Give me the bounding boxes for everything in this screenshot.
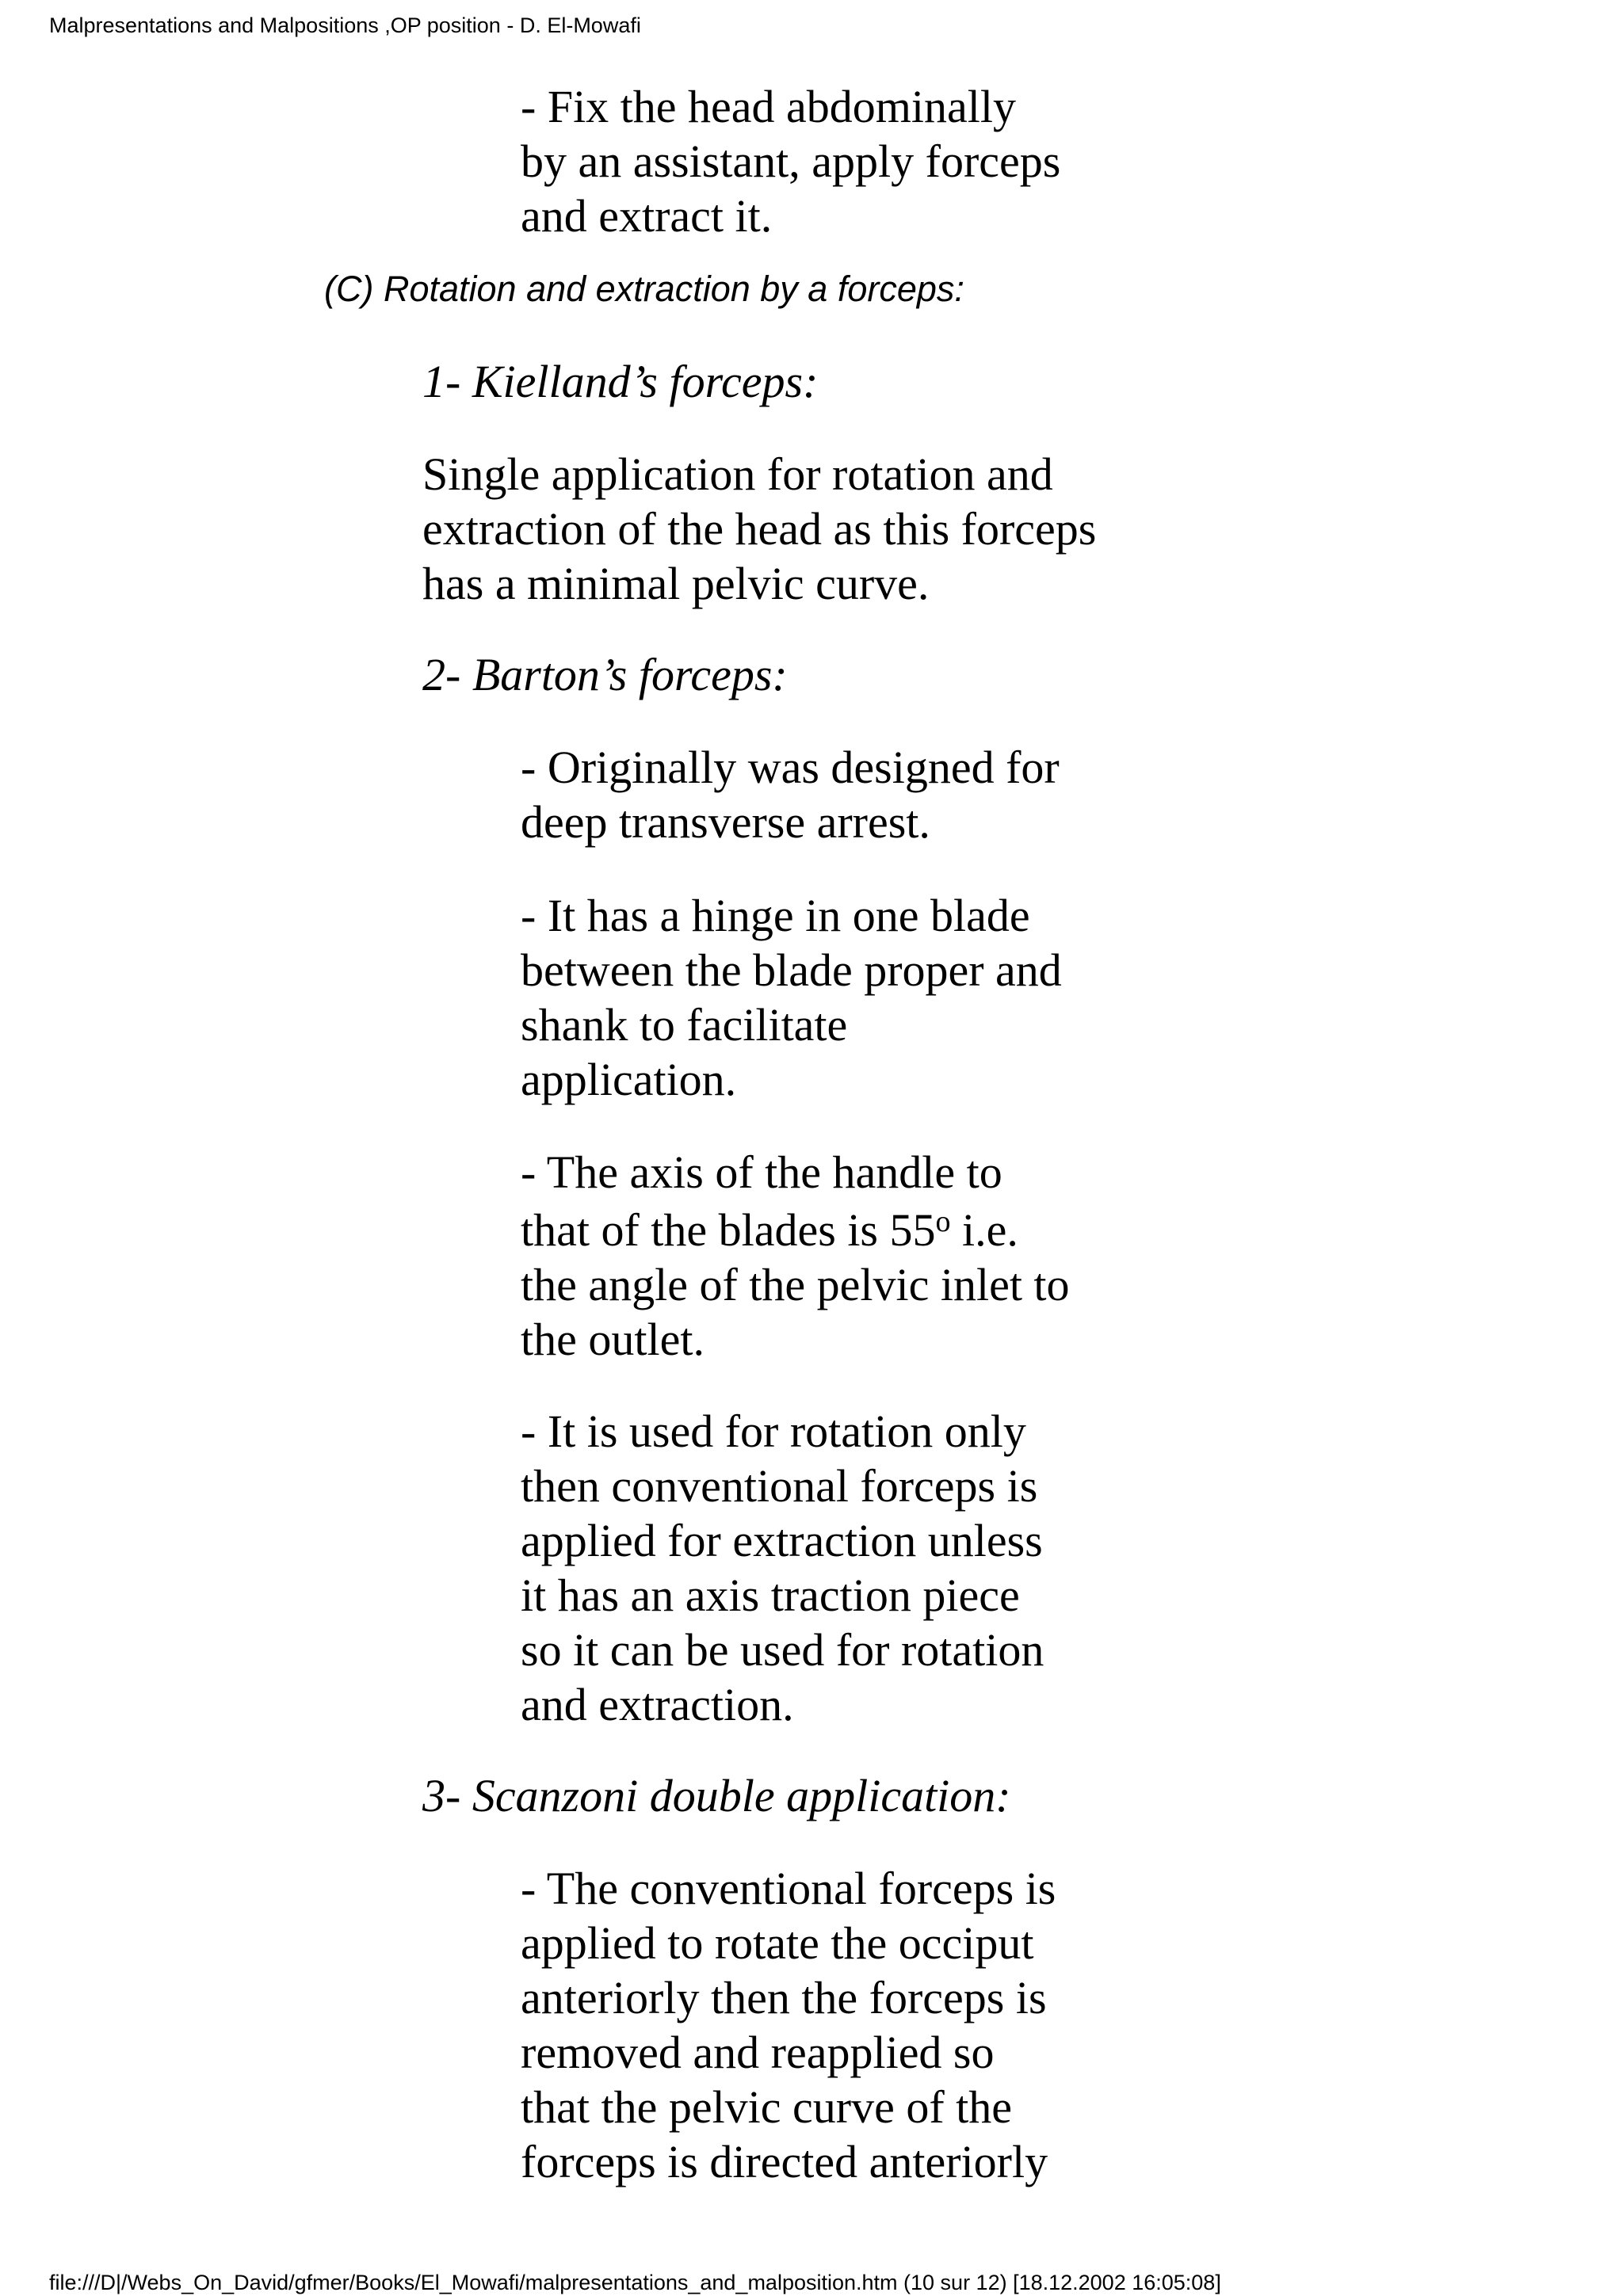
text-line: has a minimal pelvic curve. [422,558,930,609]
text-line: that the pelvic curve of the [521,2081,1013,2133]
text-line: deep transverse arrest. [521,796,930,848]
text-segment: that of the blades is 55 [521,1204,936,1256]
text-line: it has an axis traction piece [521,1569,1020,1621]
text-line: then conventional forceps is [521,1460,1038,1512]
text-line: applied to rotate the occiput [521,1917,1034,1969]
page-header: Malpresentations and Malpositions ,OP position - D. El-Mowafi [49,13,641,37]
text-line: - The conventional forceps is [521,1863,1056,1914]
scanzoni-heading: 3- Scanzoni double application: [422,1770,1011,1821]
barton-paragraph-3 [521,1145,1070,1367]
text-line: applied for extraction unless [521,1515,1043,1566]
scanzoni-paragraph [521,1861,1056,2189]
section-c-heading: (C) Rotation and extraction by a forceps: [324,269,964,309]
text-line: application. [521,1054,737,1105]
barton-paragraph-2 [521,888,1062,1107]
text-line: the angle of the pelvic inlet to [521,1259,1070,1310]
text-line: - It is used for rotation only [521,1405,1026,1457]
text-line: extraction of the head as this forceps [422,503,1097,555]
barton-paragraph-1 [521,740,1060,849]
text-line: the outlet. [521,1314,705,1365]
text-line: - Originally was designed for [521,742,1060,793]
text-line [521,1203,1070,1257]
degree-superscript: o [935,1205,951,1238]
text-line: anteriorly then the forceps is [521,1972,1047,2023]
text-line: so it can be used for rotation [521,1624,1044,1676]
text-line: and extraction. [521,1679,794,1730]
text-line: between the blade proper and [521,944,1062,996]
text-segment: i.e. [950,1204,1018,1256]
kielland-paragraph [422,447,1096,611]
text-line: and extract it. [521,190,773,242]
text-line: shank to facilitate [521,999,848,1051]
text-line: - The axis of the handle to [521,1146,1002,1198]
kielland-heading: 1- Kielland’s forceps: [422,356,819,407]
barton-heading: 2- Barton’s forceps: [422,649,788,700]
text-line: by an assistant, apply forceps [521,135,1061,187]
text-line: forceps is directed anteriorly [521,2136,1048,2187]
text-line: Single application for rotation and [422,448,1053,500]
text-line: - It has a hinge in one blade [521,890,1030,941]
barton-paragraph-4 [521,1404,1044,1732]
fix-head-paragraph [521,79,1060,243]
text-line: removed and reapplied so [521,2027,995,2078]
text-line: - Fix the head abdominally [521,81,1016,132]
page-footer-url: file:///D|/Webs_On_David/gfmer/Books/El_Mowafi/malpresentations_and_malposition.htm (10 sur 12) [18.12.2002 16:05:08] [49,2271,1221,2294]
